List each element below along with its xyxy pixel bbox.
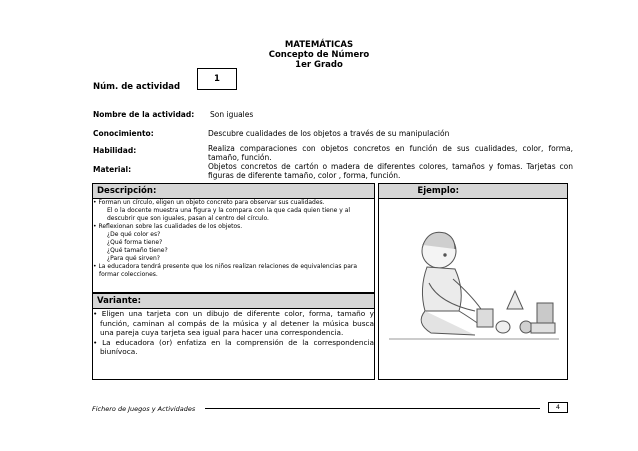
list-item: • La educadora (or) enfatiza en la comprensión de la correspondencia biunívoca. — [93, 337, 374, 356]
knowledge-value: Descubre cualidades de los objetos a través de su manipulación — [208, 129, 450, 138]
activity-number-box: 1 — [197, 68, 237, 90]
activity-number-label: Núm. de actividad — [93, 82, 181, 92]
knowledge-label: Conocimiento: — [93, 129, 154, 138]
page-title: MATEMÁTICAS — [284, 40, 354, 50]
page-number: 4 — [548, 402, 568, 413]
skill-label: Habilidad: — [93, 146, 137, 155]
activity-name-label: Nombre de la actividad: — [93, 110, 195, 119]
list-item: ¿Qué tamaño tiene? — [107, 247, 168, 254]
material-label: Material: — [93, 165, 132, 174]
example-panel — [378, 183, 568, 380]
material-value: Objetos concretos de cartón o madera de diferentes colores, tamaños y fomas. Tarjetas con figuras de diferente tamaño, color , forma, función. — [208, 162, 573, 180]
page-subtitle: Concepto de Número — [268, 50, 370, 60]
list-item: • Forman un círculo, eligen un objeto concreto para observar sus cualidades. — [93, 199, 325, 206]
footer-text: Fichero de Juegos y Actividades — [92, 405, 196, 413]
skill-value: Realiza comparaciones con objetos concretos en función de sus cualidades, color, forma, tamaño, función. — [208, 144, 573, 162]
variant-title: Variante: — [93, 294, 374, 309]
child-with-blocks-illustration — [379, 199, 567, 379]
description-panel — [92, 183, 375, 293]
list-item: El o la docente muestra una figura y la compara con la que cada quien tiene y al descubrir que son iguales, pasan al centro del círculo. — [107, 207, 351, 222]
variant-panel — [92, 293, 375, 380]
list-item: ¿Qué forma tiene? — [107, 239, 163, 246]
list-item: ¿De qué color es? — [107, 231, 161, 238]
variant-list — [93, 309, 374, 357]
list-item: • Reflexionan sobre las cualidades de los objetos. — [93, 223, 243, 230]
list-item: ¿Para qué sirven? — [107, 255, 160, 262]
description-title: Descripción: — [93, 184, 374, 199]
list-item: • Eligen una tarjeta con un dibujo de diferente color, forma, tamaño y función, caminan al compás de la música y al detener la música busca una pareja cuya tarjeta sea igual para hacer una correspondencia. — [93, 309, 374, 337]
grade-label: 1er Grado — [295, 60, 343, 70]
example-title: Ejemplo: — [379, 184, 567, 199]
list-item: • La educadora tendrá presente que los niños realizan relaciones de equivalencias para formar colecciones. — [93, 263, 358, 278]
description-list — [93, 199, 374, 279]
footer-divider — [205, 408, 540, 409]
activity-name-value: Son iguales — [210, 110, 254, 119]
